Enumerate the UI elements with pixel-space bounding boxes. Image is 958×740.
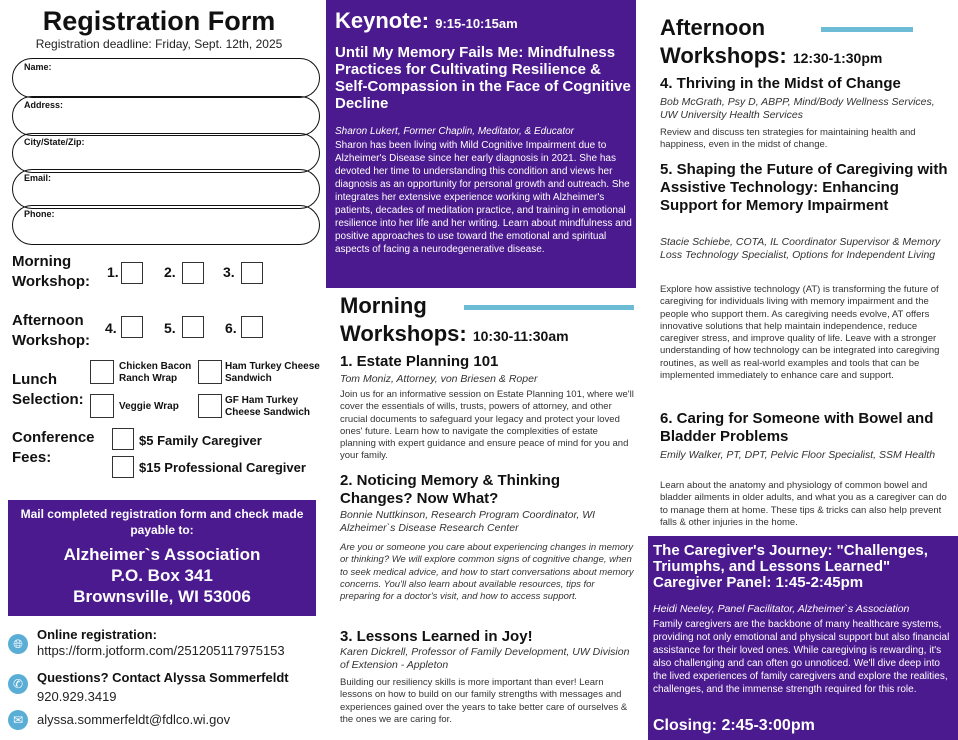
questions-label: Questions? Contact Alyssa Sommerfeldt [37,670,289,685]
morning-option-3-checkbox[interactable] [241,262,263,284]
morning-heading-text: Workshops: [340,321,467,346]
caregiver-panel-box [648,536,958,740]
afternoon-heading-line2 [660,42,882,72]
contact-phone[interactable]: 920.929.3419 [37,689,117,704]
morning-workshop-label: Morning Workshop: [12,253,91,290]
keynote-speaker: Sharon Lukert, Former Chaplin, Meditator, & Educator [335,126,575,137]
panel-title: The Caregiver's Journey: "Challenges, Triumphs, and Lessons Learned" Caregiver Panel: 1:45-2:45pm [653,542,928,591]
morning-heading-line2 [340,320,569,350]
workshop-2-speaker: Bonnie Nuttkinson, Research Program Coordinator, WI Alzheimer`s Disease Research Center [340,509,596,534]
workshop-3-speaker: Karen Dickrell, Professor of Family Development, UW Division of Extension - Appleton [340,646,630,671]
online-registration-link[interactable]: https://form.jotform.com/251205117975153 [37,643,285,658]
lunch-gf-checkbox[interactable] [198,394,222,418]
fee-option-label: $5 Family Caregiver [139,433,262,448]
workshop-4-speaker: Bob McGrath, Psy D, ABPP, Mind/Body Wellness Services, UW University Health Services [660,96,935,121]
fee-option-label: $15 Professional Caregiver [139,460,306,475]
lunch-chicken-checkbox[interactable] [90,360,114,384]
workshop-3-title: 3. Lessons Learned in Joy! [340,628,533,645]
lunch-option-label: GF Ham Turkey Cheese Sandwich [225,395,311,418]
workshop-6-description: Learn about the anatomy and physiology of common bowel and bladder ailments in older adults, and what you as a caregiver can do to manage them at home. These tips & tricks can also help prevent falls & other injuries in the home. [660,480,947,528]
workshop-1-description: Join us for an informative session on Estate Planning 101, where we'll cover the essentials of wills, trusts, powers of attorney, and other crucial documents to safeguard your legacy and protect your loved ones' future. Learn how to navigate the complexities of estate planning with expert guidance and ensure peace of mind for you and your family. [340,389,634,462]
morning-option-label: 1. [107,264,119,280]
lunch-option-label: Chicken Bacon Ranch Wrap [119,361,192,384]
afternoon-option-5-checkbox[interactable] [182,316,204,338]
mail-instructions: Mail completed registration form and check made payable to: [20,507,304,537]
workshop-4-description: Review and discuss ten strategies for maintaining health and happiness, even in the midst of change. [660,127,916,151]
phone-icon: ✆ [8,674,28,694]
afternoon-option-label: 6. [225,320,237,336]
mail-po-box: P.O. Box 341 [111,566,213,585]
address-field[interactable] [12,96,320,136]
keynote-heading [335,8,518,34]
keynote-morning-column [326,0,636,740]
morning-option-label: 3. [223,264,235,280]
online-registration-label: Online registration: [37,627,157,642]
workshop-5-speaker: Stacie Schiebe, COTA, IL Coordinator Supervisor & Memory Loss Technology Specialist, Options for Independent Living [660,236,941,261]
workshop-6-speaker: Emily Walker, PT, DPT, Pelvic Floor Specialist, SSM Health [660,449,936,461]
keynote-description: Sharon has been living with Mild Cognitive Impairment due to Alzheimer's Disease since her early diagnosis in 2021. She has devoted her time to understanding this condition and views her diagnosis as an opportunity for personal growth and outreach. She integrates her extensive experience working with Alzheimer's patients, decades of meditation practice, and training in emotional resilience into her life and her writing. Learn about mindfulness and positive approaches to use toward the emotional and spiritual aspects of facing a neurodegenerative disease. [335,140,632,255]
name-field[interactable] [12,58,320,98]
morning-time: 10:30-11:30am [472,328,569,344]
globe-icon: 🌐︎ [8,634,28,654]
email-field[interactable] [12,169,320,209]
afternoon-heading-line1: Afternoon [660,15,766,40]
email-field-label: Email: [24,173,52,183]
phone-field[interactable] [12,205,320,245]
name-field-label: Name: [24,62,52,72]
workshop-4-title: 4. Thriving in the Midst of Change [660,75,901,92]
mail-address-box [8,500,316,616]
afternoon-option-label: 5. [164,320,176,336]
workshop-1-speaker: Tom Moniz, Attorney, von Briesen & Roper [340,373,538,385]
lunch-ham-turkey-checkbox[interactable] [198,360,222,384]
afternoon-option-6-checkbox[interactable] [241,316,263,338]
fee-professional-checkbox[interactable] [112,456,134,478]
afternoon-heading-text: Workshops: [660,43,787,68]
workshop-5-description: Explore how assistive technology (AT) is transforming the future of caregiving for individuals living with memory impairment and the people who support them. As caregiving needs evolve, AT offers innovative solutions that help maintain independence, reduce caregiver stress, and improve quality of life. Leave with a stronger understanding of how technology can be integrated into caregiving routines, as well as real-world examples and tools that can be implemented immediately to enhance care and support. [660,284,940,382]
workshop-3-description: Building our resiliency skills is more important than ever! Learn lessons on how to build on our family strengths with messages and experiences gained over the years to take better care of ourselves & the ones we are caring for. [340,677,628,725]
morning-heading-line1: Morning [340,293,427,318]
afternoon-option-label: 4. [105,320,117,336]
lunch-option-label: Veggie Wrap [119,401,179,412]
workshop-1-title: 1. Estate Planning 101 [340,353,499,370]
lunch-selection-label: Lunch Selection: [12,371,84,408]
keynote-box [326,0,636,288]
phone-field-label: Phone: [24,209,55,219]
mail-org: Alzheimer`s Association [63,545,261,564]
registration-deadline: Registration deadline: Friday, Sept. 12th, 2025 [35,37,283,51]
mail-city: Brownsville, WI 53006 [73,587,251,606]
workshop-6-title: 6. Caring for Someone with Bowel and Bladder Problems [660,410,934,445]
morning-option-label: 2. [164,264,176,280]
workshop-2-description: Are you or someone you care about experiencing changes in memory or thinking? We will explore common signs of cognitive change, when to seek medical advice, and how to start conversations about memory concerns. You'll also learn about available resources, tips for preparing for a doctor's visit, and how to access support. [340,542,634,603]
workshop-2-title: 2. Noticing Memory & Thinking Changes? Now What? [340,472,561,507]
email-icon: ✉ [8,710,28,730]
contact-email[interactable]: alyssa.sommerfeldt@fdlco.wi.gov [37,712,231,727]
closing-time: Closing: 2:45-3:00pm [653,717,815,734]
panel-description: Family caregivers are the backbone of many healthcare systems, providing not only emotional and physical support but also financial assistance for their loved ones. While caregiving is rewarding, it's also challenging and can often go unnoticed. We'll dive deep into the lived experiences of family caregivers and explore the realities, challenges, and the immense strength required for this role. [653,619,950,695]
morning-option-1-checkbox[interactable] [121,262,143,284]
registration-column [0,0,322,740]
afternoon-column [648,0,958,740]
lunch-option-label: Ham Turkey Cheese Sandwich [225,361,320,384]
fee-family-checkbox[interactable] [112,428,134,450]
lunch-veggie-checkbox[interactable] [90,394,114,418]
form-title: Registration Form [42,6,276,36]
city-state-zip-field[interactable] [12,133,320,173]
keynote-time: 9:15-10:15am [435,16,518,31]
afternoon-option-4-checkbox[interactable] [121,316,143,338]
keynote-title: Until My Memory Fails Me: Mindfulness Practices for Cultivating Resilience & Self-Compassion in the Face of Cognitive Decline [335,44,631,112]
afternoon-accent-bar [821,27,913,32]
address-field-label: Address: [24,100,64,110]
keynote-label: Keynote: [335,8,430,33]
afternoon-workshop-label: Afternoon Workshop: [12,312,91,349]
morning-option-2-checkbox[interactable] [182,262,204,284]
morning-accent-bar [464,305,634,310]
workshop-5-title: 5. Shaping the Future of Caregiving with Assistive Technology: Enhancing Support for Memory Impairment [660,161,948,214]
city-state-zip-label: City/State/Zip: [24,137,85,147]
conference-fees-label: Conference Fees: [12,429,95,466]
afternoon-time: 12:30-1:30pm [792,50,883,66]
panel-facilitator: Heidi Neeley, Panel Facilitator, Alzheimer`s Association [653,603,910,615]
